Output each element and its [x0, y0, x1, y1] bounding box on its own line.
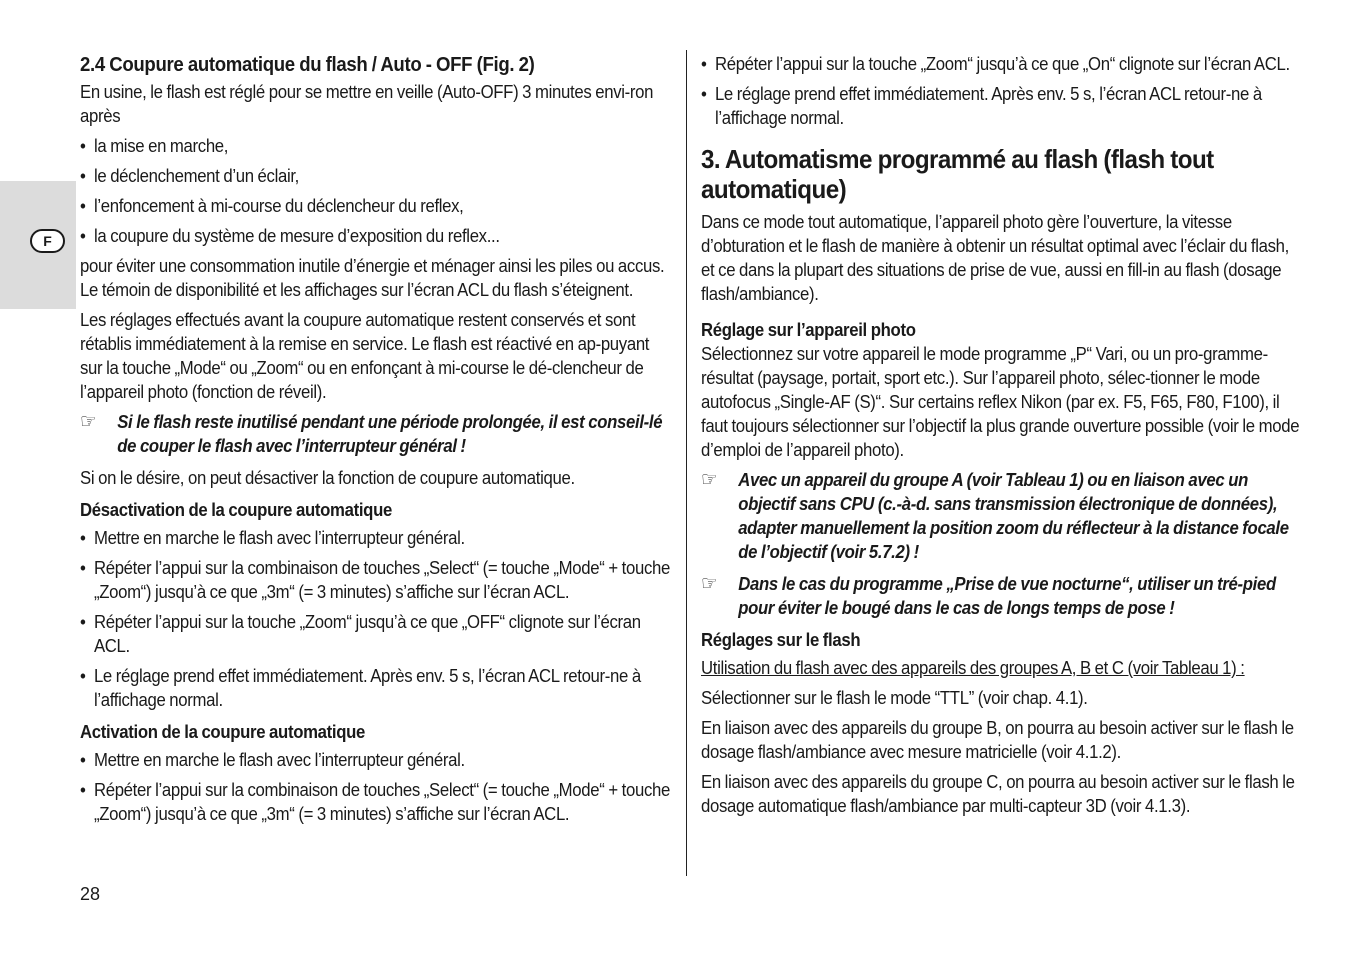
language-badge: F	[30, 229, 65, 253]
list-item: • l’enfoncement à mi-course du déclencheur du reflex,	[80, 194, 675, 218]
list-item: • la mise en marche,	[80, 134, 675, 158]
body-paragraph: Les réglages effectués avant la coupure automatique restent conservés et sont rétablis immédiatement à la remise en service. Le flash est réactivé en ap-puyant sur la touche „Mode“ ou „Zoom“ ou en enfonçant à mi-course le dé-clencheur de l’appareil photo (fonction de réveil).	[80, 310, 650, 402]
underlined-paragraph: Utilisation du flash avec des appareils des groupes A, B et C (voir Tableau 1) :	[701, 658, 1245, 678]
subheading-flash-settings: Réglages sur le flash	[701, 630, 861, 650]
list-item: • le déclenchement d’un éclair,	[80, 164, 675, 188]
note-block	[701, 468, 1306, 564]
subheading-camera-setting: Réglage sur l’appareil photo	[701, 320, 916, 340]
note-text: Si le flash reste inutilisé pendant une période prolongée, il est conseil-lé de couper le flash avec l’interrupteur général !	[117, 412, 663, 456]
list-item: • Mettre en marche le flash avec l’interrupteur général.	[80, 748, 675, 772]
pointing-hand-icon: ☞	[80, 411, 97, 433]
body-paragraph: pour éviter une consommation inutile d’énergie et ménager ainsi les piles ou accus. Le témoin de disponibilité et les affichages sur l’écran ACL du flash s’éteignent.	[80, 256, 665, 300]
note-block	[80, 410, 675, 458]
section-heading-auto-off: 2.4 Coupure automatique du flash / Auto - OFF (Fig. 2)	[80, 54, 535, 76]
list-item: • Le réglage prend effet immédiatement. Après env. 5 s, l’écran ACL retour-ne à l’affichage normal.	[80, 664, 675, 712]
body-paragraph: En liaison avec des appareils du groupe C, on pourra au besoin activer sur le flash le dosage automatique flash/ambiance par multi-capteur 3D (voir 4.1.3).	[701, 772, 1295, 816]
list-item: • Mettre en marche le flash avec l’interrupteur général.	[80, 526, 675, 550]
note-block	[701, 572, 1306, 620]
page-number: 28	[80, 884, 101, 904]
pointing-hand-icon: ☞	[701, 573, 718, 595]
subheading-deactivation: Désactivation de la coupure automatique	[80, 500, 392, 520]
intro-paragraph: En usine, le flash est réglé pour se mettre en veille (Auto-OFF) 3 minutes envi-ron après	[80, 82, 654, 126]
list-item: • Répéter l’appui sur la combinaison de touches „Select“ (= touche „Mode“ + touche „Zoom“) jusqu’à ce que „3m“ (= 3 minutes) s’affiche sur l’écran ACL.	[80, 778, 675, 826]
body-paragraph: Sélectionnez sur votre appareil le mode programme „P“ Vari, ou un pro-gramme-résultat (paysage, portait, sport etc.). Sur l’appareil photo, sélec-tionner le mode autofocus „Single-AF (S)“. Sur certains reflex Nikon (par ex. F5, F65, F80, F100), il faut toujours sélectionner sur l’objectif la plus grande ouverture possible (voir le mode d’emploi de l’appareil photo).	[701, 344, 1300, 460]
pointing-hand-icon: ☞	[701, 469, 718, 491]
note-text: Dans le cas du programme „Prise de vue nocturne“, utiliser un tré-pied pour éviter le bougé dans le cas de longs temps de pose !	[738, 574, 1276, 618]
left-column	[80, 52, 675, 832]
body-paragraph: Si on le désire, on peut désactiver la fonction de coupure automatique.	[80, 468, 575, 488]
intro-paragraph: Dans ce mode tout automatique, l’appareil photo gère l’ouverture, la vitesse d’obturation et le flash de manière à obtenir un résultat optimal avec l’éclair du flash, et ce dans la plupart des situations de prise de vue, aussi en fill-in au flash (dosage flash/ambiance).	[701, 212, 1289, 304]
subheading-activation: Activation de la coupure automatique	[80, 722, 366, 742]
list-item: • Répéter l’appui sur la touche „Zoom“ jusqu’à ce que „OFF“ clignote sur l’écran ACL.	[80, 610, 675, 658]
note-text: Avec un appareil du groupe A (voir Tableau 1) ou en liaison avec un objectif sans CPU (c.-à-d. sans transmission électronique de données), adapter manuellement la position zoom du réflecteur à la distance focale de l’objectif (voir 5.7.2) !	[738, 470, 1289, 562]
list-item: • Répéter l’appui sur la combinaison de touches „Select“ (= touche „Mode“ + touche „Zoom“) jusqu’à ce que „3m“ (= 3 minutes) s’affiche sur l’écran ACL.	[80, 556, 675, 604]
right-column	[701, 52, 1306, 824]
list-item: • Le réglage prend effet immédiatement. Après env. 5 s, l’écran ACL retour-ne à l’affichage normal.	[701, 82, 1306, 130]
section-heading-programmed-flash: 3. Automatisme programmé au flash (flash tout automatique)	[701, 144, 1214, 204]
list-item: • la coupure du système de mesure d’exposition du reflex...	[80, 224, 675, 248]
body-paragraph: Sélectionner sur le flash le mode “TTL” (voir chap. 4.1).	[701, 688, 1088, 708]
body-paragraph: En liaison avec des appareils du groupe B, on pourra au besoin activer sur le flash le dosage flash/ambiance avec mesure matricielle (voir 4.1.2).	[701, 718, 1294, 762]
column-divider	[686, 50, 687, 876]
list-item: • Répéter l’appui sur la touche „Zoom“ jusqu’à ce que „On“ clignote sur l’écran ACL.	[701, 52, 1306, 76]
